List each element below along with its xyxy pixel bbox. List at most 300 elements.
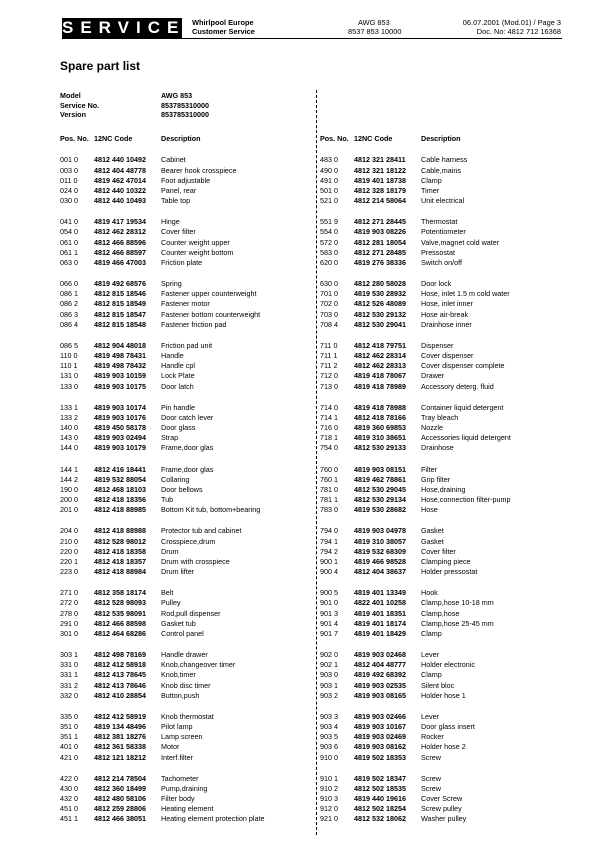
part-pos: 714 1 bbox=[320, 412, 338, 422]
part-pos: 024 0 bbox=[60, 185, 78, 195]
group-spacer bbox=[320, 763, 560, 774]
part-description: Pump,draining bbox=[161, 783, 208, 793]
table-row bbox=[320, 289, 560, 299]
part-description: Screw bbox=[421, 752, 441, 762]
part-description: Clamp bbox=[421, 670, 442, 680]
table-row bbox=[60, 289, 310, 299]
part-pos: 432 0 bbox=[60, 794, 78, 804]
part-description: Fastener friction pad bbox=[161, 319, 227, 329]
part-description: Hose,draining bbox=[421, 484, 466, 494]
part-description: Bottom Kit tub, bottom+bearing bbox=[161, 505, 261, 515]
part-pos: 583 0 bbox=[320, 247, 338, 257]
part-code: 4812 526 48089 bbox=[354, 299, 406, 309]
part-pos: 201 0 bbox=[60, 505, 78, 515]
part-pos: 421 0 bbox=[60, 752, 78, 762]
table-row bbox=[60, 310, 310, 320]
part-description: Washer pulley bbox=[421, 814, 467, 824]
part-code: 4819 502 18347 bbox=[354, 773, 406, 783]
part-pos: 061 0 bbox=[60, 237, 78, 247]
part-pos: 701 0 bbox=[320, 289, 338, 299]
table-row bbox=[60, 227, 310, 237]
part-code: 4819 498 78432 bbox=[94, 361, 146, 371]
part-code: 4819 903 08226 bbox=[354, 227, 406, 237]
table-row bbox=[60, 557, 310, 567]
group-spacer bbox=[60, 392, 310, 403]
part-code: 4812 404 48777 bbox=[354, 660, 406, 670]
part-pos: 910 3 bbox=[320, 794, 338, 804]
table-row bbox=[320, 784, 560, 794]
part-pos: 572 0 bbox=[320, 237, 338, 247]
part-code: 4812 466 88597 bbox=[94, 247, 146, 257]
table-row bbox=[320, 371, 560, 381]
header-pos: Pos. No. bbox=[320, 134, 349, 143]
part-pos: 620 0 bbox=[320, 257, 338, 267]
table-row bbox=[320, 681, 560, 691]
part-code: 4812 413 78646 bbox=[94, 680, 146, 690]
part-description: Frame,door glas bbox=[161, 443, 214, 453]
part-pos: 271 0 bbox=[60, 588, 78, 598]
part-description: Knob disc timer bbox=[161, 680, 211, 690]
part-code: 4819 498 78431 bbox=[94, 351, 146, 361]
part-description: Hose,connection filter-pump bbox=[421, 495, 511, 505]
part-description: Collaring bbox=[161, 474, 190, 484]
part-code: 4812 271 28485 bbox=[354, 247, 406, 257]
part-pos: 903 0 bbox=[320, 670, 338, 680]
part-description: Rocker bbox=[421, 732, 444, 742]
part-pos: 794 0 bbox=[320, 526, 338, 536]
group-spacer bbox=[320, 330, 560, 341]
part-pos: 335 0 bbox=[60, 711, 78, 721]
header-desc: Description bbox=[421, 134, 461, 143]
part-code: 4819 903 02469 bbox=[354, 732, 406, 742]
part-code: 4819 532 68309 bbox=[354, 546, 406, 556]
table-row bbox=[60, 660, 310, 670]
part-description: Holder hose 2 bbox=[421, 742, 466, 752]
part-pos: 003 0 bbox=[60, 165, 78, 175]
part-code: 4819 276 38336 bbox=[354, 257, 406, 267]
part-description: Fastener bottom counterweight bbox=[161, 309, 261, 319]
part-description: Crosspiece,drum bbox=[161, 536, 216, 546]
table-row bbox=[60, 794, 310, 804]
part-pos: 086 2 bbox=[60, 299, 78, 309]
table-row bbox=[320, 495, 560, 505]
column-divider bbox=[316, 90, 317, 835]
part-pos: 110 1 bbox=[60, 361, 78, 371]
part-description: Clamp,hose 10-18 mm bbox=[421, 598, 494, 608]
part-code: 4819 440 19616 bbox=[354, 794, 406, 804]
part-code: 4812 412 58919 bbox=[94, 711, 146, 721]
model-number: 8537 853 10000 bbox=[348, 27, 402, 36]
part-description: Valve,magnet cold water bbox=[421, 237, 500, 247]
part-description: Door latch bbox=[161, 381, 194, 391]
part-code: 4819 903 08162 bbox=[354, 742, 406, 752]
part-code: 4812 466 88596 bbox=[94, 237, 146, 247]
part-code: 4812 466 38051 bbox=[94, 814, 146, 824]
part-code: 4819 903 08165 bbox=[354, 690, 406, 700]
table-row bbox=[60, 804, 310, 814]
header-desc: Description bbox=[161, 134, 201, 143]
part-description: Handle bbox=[161, 351, 184, 361]
part-pos: 200 0 bbox=[60, 495, 78, 505]
part-code: 4819 462 78861 bbox=[354, 474, 406, 484]
part-description: Protector tub and cabinet bbox=[161, 526, 242, 536]
part-code: 4812 440 10492 bbox=[94, 155, 146, 165]
part-code: 4819 903 10167 bbox=[354, 722, 406, 732]
table-row bbox=[60, 774, 310, 784]
table-row bbox=[60, 505, 310, 515]
part-pos: 223 0 bbox=[60, 567, 78, 577]
part-code: 4812 528 98093 bbox=[94, 598, 146, 608]
part-pos: 011 0 bbox=[60, 175, 78, 185]
part-pos: 910 1 bbox=[320, 773, 338, 783]
version-label: Version bbox=[60, 110, 86, 119]
model-value: AWG 853 bbox=[161, 91, 193, 100]
table-row bbox=[60, 650, 310, 660]
table-row bbox=[320, 299, 560, 309]
part-code: 4812 815 18548 bbox=[94, 319, 146, 329]
table-row bbox=[320, 433, 560, 443]
part-code: 4812 259 28806 bbox=[94, 804, 146, 814]
part-description: Container liquid detergent bbox=[421, 402, 504, 412]
part-pos: 210 0 bbox=[60, 536, 78, 546]
part-pos: 903 3 bbox=[320, 711, 338, 721]
part-code: 4812 412 58918 bbox=[94, 660, 146, 670]
part-description: Cover Screw bbox=[421, 794, 463, 804]
table-row bbox=[320, 588, 560, 598]
part-description: Knob thermostat bbox=[161, 711, 214, 721]
part-description: Belt bbox=[161, 588, 174, 598]
part-description: Nozzle bbox=[421, 423, 443, 433]
group-spacer bbox=[60, 330, 310, 341]
part-code: 4812 502 18254 bbox=[354, 804, 406, 814]
part-code: 4812 815 18546 bbox=[94, 289, 146, 299]
part-pos: 900 1 bbox=[320, 556, 338, 566]
part-pos: 086 4 bbox=[60, 319, 78, 329]
part-code: 4812 468 18103 bbox=[94, 484, 146, 494]
part-description: Timer bbox=[421, 185, 440, 195]
part-code: 4812 418 78166 bbox=[354, 412, 406, 422]
part-code: 4812 404 38637 bbox=[354, 567, 406, 577]
group-spacer bbox=[320, 392, 560, 403]
part-pos: 351 1 bbox=[60, 732, 78, 742]
table-row bbox=[60, 691, 310, 701]
table-row bbox=[320, 712, 560, 722]
part-pos: 144 1 bbox=[60, 464, 78, 474]
part-description: Screw bbox=[421, 783, 441, 793]
part-code: 4812 271 28445 bbox=[354, 217, 406, 227]
part-pos: 140 0 bbox=[60, 423, 78, 433]
table-row bbox=[60, 465, 310, 475]
part-description: Drawer bbox=[421, 371, 445, 381]
part-pos: 303 1 bbox=[60, 650, 78, 660]
part-code: 4812 530 29134 bbox=[354, 495, 406, 505]
table-row bbox=[60, 742, 310, 752]
part-description: Friction pad unit bbox=[161, 340, 213, 350]
table-row bbox=[320, 722, 560, 732]
part-code: 4812 281 18054 bbox=[354, 237, 406, 247]
table-row bbox=[320, 670, 560, 680]
part-description: Fastener motor bbox=[161, 299, 210, 309]
part-description: Gasket bbox=[421, 526, 444, 536]
part-code: 4812 328 18179 bbox=[354, 185, 406, 195]
part-code: 4819 134 48496 bbox=[94, 722, 146, 732]
table-row bbox=[320, 485, 560, 495]
part-pos: 144 0 bbox=[60, 443, 78, 453]
part-code: 4819 417 19534 bbox=[94, 217, 146, 227]
part-description: Holder hose 1 bbox=[421, 690, 466, 700]
table-row bbox=[60, 784, 310, 794]
group-spacer bbox=[320, 454, 560, 465]
part-description: Motor bbox=[161, 742, 180, 752]
part-description: Tachometer bbox=[161, 773, 199, 783]
part-pos: 521 0 bbox=[320, 196, 338, 206]
table-row bbox=[60, 485, 310, 495]
part-description: Drum bbox=[161, 546, 179, 556]
part-description: Hose, inlet inner bbox=[421, 299, 473, 309]
part-pos: 272 0 bbox=[60, 598, 78, 608]
part-pos: 110 0 bbox=[60, 351, 78, 361]
table-row bbox=[320, 423, 560, 433]
part-description: Cover dispenser bbox=[421, 351, 474, 361]
part-code: 4812 360 18499 bbox=[94, 783, 146, 793]
part-pos: 900 5 bbox=[320, 588, 338, 598]
part-description: Door catch lever bbox=[161, 412, 214, 422]
table-row bbox=[320, 217, 560, 227]
part-description: Lock Plate bbox=[161, 371, 195, 381]
part-description: Lever bbox=[421, 650, 439, 660]
group-spacer bbox=[320, 577, 560, 588]
part-code: 4812 280 58028 bbox=[354, 279, 406, 289]
part-pos: 451 0 bbox=[60, 804, 78, 814]
part-pos: 714 0 bbox=[320, 402, 338, 412]
part-description: Gasket bbox=[421, 536, 444, 546]
part-pos: 781 1 bbox=[320, 495, 338, 505]
part-code: 4819 401 18351 bbox=[354, 608, 406, 618]
part-pos: 133 1 bbox=[60, 402, 78, 412]
group-spacer bbox=[60, 701, 310, 712]
part-description: Button,push bbox=[161, 690, 200, 700]
part-description: Drum lifter bbox=[161, 567, 195, 577]
part-code: 4812 440 10322 bbox=[94, 185, 146, 195]
part-description: Bearer hook crosspiece bbox=[161, 165, 237, 175]
part-pos: 133 0 bbox=[60, 381, 78, 391]
table-row bbox=[320, 619, 560, 629]
part-code: 4819 903 10179 bbox=[94, 443, 146, 453]
part-description: Lamp screen bbox=[161, 732, 203, 742]
part-code: 4819 418 78989 bbox=[354, 381, 406, 391]
part-pos: 630 0 bbox=[320, 279, 338, 289]
part-pos: 131 0 bbox=[60, 371, 78, 381]
part-pos: 332 0 bbox=[60, 690, 78, 700]
part-description: Hinge bbox=[161, 217, 180, 227]
part-code: 4819 903 10176 bbox=[94, 412, 146, 422]
part-description: Spring bbox=[161, 279, 182, 289]
part-code: 4819 903 04978 bbox=[354, 526, 406, 536]
part-description: Filter body bbox=[161, 794, 195, 804]
part-pos: 901 3 bbox=[320, 608, 338, 618]
part-description: Friction plate bbox=[161, 257, 203, 267]
table-row bbox=[320, 443, 560, 453]
part-pos: 703 0 bbox=[320, 309, 338, 319]
part-description: Unit electrical bbox=[421, 196, 465, 206]
part-description: Heating element protection plate bbox=[161, 814, 265, 824]
part-description: Hose bbox=[421, 505, 438, 515]
part-pos: 086 5 bbox=[60, 340, 78, 350]
part-pos: 030 0 bbox=[60, 196, 78, 206]
part-description: Cover dispenser complete bbox=[421, 361, 505, 371]
part-code: 4819 530 28682 bbox=[354, 505, 406, 515]
table-row bbox=[60, 361, 310, 371]
part-code: 4819 466 47003 bbox=[94, 257, 146, 267]
table-row bbox=[320, 382, 560, 392]
part-code: 4819 903 02468 bbox=[354, 650, 406, 660]
part-code: 4812 480 58106 bbox=[94, 794, 146, 804]
group-spacer bbox=[320, 206, 560, 217]
part-description: Door lock bbox=[421, 279, 452, 289]
table-row bbox=[320, 660, 560, 670]
table-row bbox=[320, 238, 560, 248]
table-row bbox=[60, 155, 310, 165]
table-row bbox=[60, 382, 310, 392]
group-spacer bbox=[60, 268, 310, 279]
table-row bbox=[60, 670, 310, 680]
part-description: Door glass bbox=[161, 423, 196, 433]
part-code: 4819 903 08151 bbox=[354, 464, 406, 474]
part-pos: 901 4 bbox=[320, 618, 338, 628]
part-pos: 422 0 bbox=[60, 773, 78, 783]
part-pos: 702 0 bbox=[320, 299, 338, 309]
part-code: 4812 535 98091 bbox=[94, 608, 146, 618]
part-code: 4819 903 10159 bbox=[94, 371, 146, 381]
group-spacer bbox=[320, 639, 560, 650]
table-row bbox=[60, 258, 310, 268]
part-description: Clamping piece bbox=[421, 556, 471, 566]
group-spacer bbox=[60, 206, 310, 217]
part-pos: 910 0 bbox=[320, 752, 338, 762]
table-header bbox=[320, 134, 560, 143]
part-description: Clamp,hose bbox=[421, 608, 460, 618]
part-pos: 133 2 bbox=[60, 412, 78, 422]
doc-number: Doc. No: 4812 712 16368 bbox=[476, 27, 561, 36]
part-code: 4819 903 02494 bbox=[94, 433, 146, 443]
service-banner: SERVICE bbox=[62, 18, 186, 37]
part-description: Knob,timer bbox=[161, 670, 196, 680]
part-code: 4819 462 47014 bbox=[94, 175, 146, 185]
table-row bbox=[60, 238, 310, 248]
page-title: Spare part list bbox=[60, 59, 141, 73]
table-row bbox=[320, 629, 560, 639]
table-row bbox=[320, 526, 560, 536]
part-pos: 190 0 bbox=[60, 484, 78, 494]
part-description: Foot adjustable bbox=[161, 175, 211, 185]
part-description: Dispenser bbox=[421, 340, 454, 350]
page-header bbox=[0, 0, 595, 44]
part-description: Table top bbox=[161, 196, 191, 206]
part-description: Accessories liquid detergent bbox=[421, 433, 511, 443]
part-code: 4819 466 98528 bbox=[354, 556, 406, 566]
part-pos: 912 0 bbox=[320, 804, 338, 814]
table-row bbox=[60, 279, 310, 289]
part-pos: 712 0 bbox=[320, 371, 338, 381]
part-pos: 501 0 bbox=[320, 185, 338, 195]
part-pos: 903 1 bbox=[320, 680, 338, 690]
table-row bbox=[60, 351, 310, 361]
part-description: Screw pulley bbox=[421, 804, 462, 814]
table-row bbox=[320, 248, 560, 258]
part-code: 4812 418 88988 bbox=[94, 526, 146, 536]
group-spacer bbox=[60, 577, 310, 588]
part-code: 4819 903 02466 bbox=[354, 711, 406, 721]
part-code: 4819 310 38057 bbox=[354, 536, 406, 546]
part-pos: 220 1 bbox=[60, 556, 78, 566]
part-code: 4812 532 18062 bbox=[354, 814, 406, 824]
part-pos: 902 0 bbox=[320, 650, 338, 660]
group-spacer bbox=[60, 763, 310, 774]
table-row bbox=[320, 567, 560, 577]
table-row bbox=[60, 443, 310, 453]
table-row bbox=[60, 753, 310, 763]
table-row bbox=[60, 423, 310, 433]
part-pos: 760 1 bbox=[320, 474, 338, 484]
part-pos: 351 0 bbox=[60, 722, 78, 732]
part-pos: 551 9 bbox=[320, 217, 338, 227]
table-row bbox=[320, 794, 560, 804]
part-pos: 301 0 bbox=[60, 628, 78, 638]
table-row bbox=[60, 320, 310, 330]
table-row bbox=[320, 537, 560, 547]
part-pos: 483 0 bbox=[320, 155, 338, 165]
header-code: 12NC Code bbox=[94, 134, 133, 143]
part-code: 4812 416 18441 bbox=[94, 464, 146, 474]
part-pos: 001 0 bbox=[60, 155, 78, 165]
part-code: 4822 401 10258 bbox=[354, 598, 406, 608]
table-row bbox=[60, 475, 310, 485]
table-row bbox=[320, 814, 560, 824]
part-description: Strap bbox=[161, 433, 179, 443]
part-description: Pin handle bbox=[161, 402, 195, 412]
table-header bbox=[60, 134, 310, 143]
part-code: 4819 310 38651 bbox=[354, 433, 406, 443]
table-row bbox=[60, 537, 310, 547]
part-code: 4812 358 18174 bbox=[94, 588, 146, 598]
part-code: 4812 462 28314 bbox=[354, 351, 406, 361]
table-row bbox=[60, 609, 310, 619]
part-code: 4812 418 18356 bbox=[94, 495, 146, 505]
header-rule bbox=[62, 38, 562, 39]
part-code: 4819 450 58178 bbox=[94, 423, 146, 433]
part-pos: 331 2 bbox=[60, 680, 78, 690]
parts-table-left bbox=[60, 134, 310, 825]
part-description: Frame,door glas bbox=[161, 464, 214, 474]
part-description: Clamp bbox=[421, 175, 442, 185]
part-pos: 054 0 bbox=[60, 227, 78, 237]
part-pos: 204 0 bbox=[60, 526, 78, 536]
part-code: 4819 502 18353 bbox=[354, 752, 406, 762]
part-pos: 086 1 bbox=[60, 289, 78, 299]
table-row bbox=[320, 804, 560, 814]
table-row bbox=[60, 732, 310, 742]
table-row bbox=[320, 557, 560, 567]
part-code: 4819 401 18174 bbox=[354, 618, 406, 628]
table-row bbox=[320, 196, 560, 206]
part-description: Clamp,hose 25-45 mm bbox=[421, 618, 494, 628]
table-row bbox=[60, 341, 310, 351]
table-row bbox=[320, 650, 560, 660]
table-row bbox=[320, 547, 560, 557]
part-pos: 718 1 bbox=[320, 433, 338, 443]
part-description: Potentiometer bbox=[421, 227, 466, 237]
part-code: 4812 413 78645 bbox=[94, 670, 146, 680]
